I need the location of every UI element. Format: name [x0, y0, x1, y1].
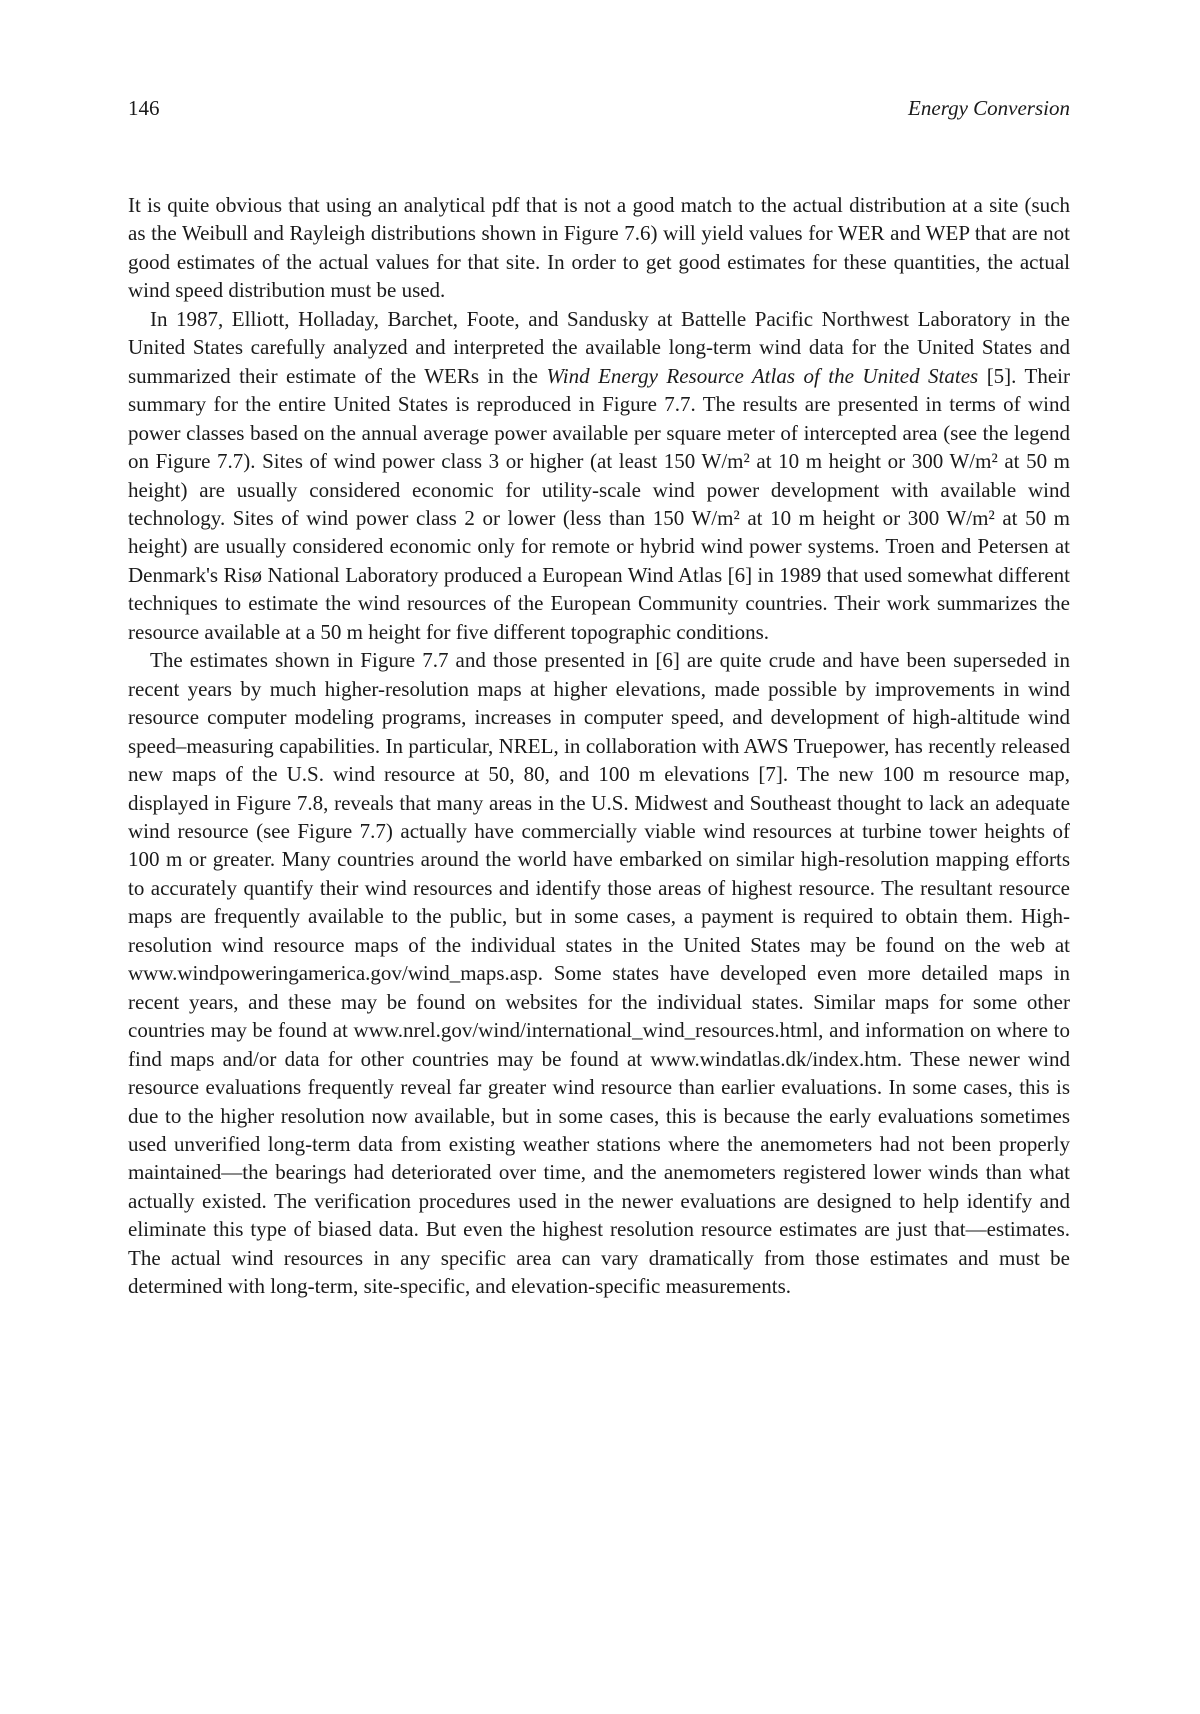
- page-number: 146: [128, 96, 160, 120]
- running-head: [128, 96, 1070, 126]
- paragraph-text-post: [5]. Their summary for the entire United States is reproduced in Figure 7.7. The results are presented in terms of wind power classes based on the annual average power available per square meter of intercepted area (see the legend on Figure 7.7). Sites of wind power class 3 or higher (at least 150 W/m² at 10 m height or 300 W/m² at 50 m height) are usually considered economic for utility-scale wind power development with available wind technology. Sites of wind power class 2 or lower (less than 150 W/m² at 10 m height or 300 W/m² at 50 m height) are usually considered economic only for remote or hybrid wind power systems. Troen and Petersen at Denmark's Risø National Laboratory produced a European Wind Atlas [6] in 1989 that used somewhat different techniques to estimate the wind resources of the European Community countries. Their work summarizes the resource available at a 50 m height for five different topographic conditions.: [128, 363, 1070, 644]
- running-title: Energy Conversion: [908, 96, 1070, 120]
- paragraph-wind-atlas-1987: [128, 305, 1070, 646]
- atlas-title-italic: Wind Energy Resource Atlas of the United States: [546, 363, 979, 388]
- paragraph-text-pre: In 1987, Elliott, Holladay, Barchet, Foote, and Sandusky at Battelle Pacific Northwest Laboratory in the United States carefully analyzed and interpreted the available long-term wind data for the United States and summarized their estimate of the WERs in the: [128, 306, 1070, 388]
- paragraph-weibull-pdf: It is quite obvious that using an analytical pdf that is not a good match to the actual distribution at a site (such as the Weibull and Rayleigh distributions shown in Figure 7.6) will yield values for WER and WEP that are not good estimates of the actual values for that site. In order to get good estimates for these quantities, the actual wind speed distribution must be used.: [128, 193, 1070, 303]
- body-text: [128, 191, 1070, 1301]
- paragraph-high-resolution-maps: The estimates shown in Figure 7.7 and those presented in [6] are quite crude and have been superseded in recent years by much higher-resolution maps at higher elevations, made possible by improvements in wind resource computer modeling programs, increases in computer speed, and development of high-altitude wind speed–measuring capabilities. In particular, NREL, in collaboration with AWS Truepower, has recently released new maps of the U.S. wind resource at 50, 80, and 100 m elevations [7]. The new 100 m resource map, displayed in Figure 7.8, reveals that many areas in the U.S. Midwest and Southeast thought to lack an adequate wind resource (see Figure 7.7) actually have commercially viable wind resources at turbine tower heights of 100 m or greater. Many countries around the world have embarked on similar high-resolution mapping efforts to accurately quantify their wind resources and identify those areas of highest resource. The resultant resource maps are frequently available to the public, but in some cases, a payment is required to obtain them. High-resolution wind resource maps of the individual states in the United States may be found on the web at www.windpoweringamerica.gov/wind_maps.asp. Some states have developed even more detailed maps in recent years, and these may be found on websites for the individual states. Similar maps for some other countries may be found at www.nrel.gov/wind/international_wind_resources.html, and information on where to find maps and/or data for other countries may be found at www.windatlas.dk/index.htm. These newer wind resource evaluations frequently reveal far greater wind resource than earlier evaluations. In some cases, this is due to the higher resolution now available, but in some cases, this is because the early evaluations sometimes used unverified long-term data from existing weather stations where the anemometers had not been properly maintained—the bearings had deteriorated over time, and the anemometers registered lower winds than what actually existed. The verification procedures used in the newer evaluations are designed to help identify and eliminate this type of biased data. But even the highest resolution resource estimates are just that—estimates. The actual wind resources in any specific area can vary dramatically from those estimates and must be determined with long-term, site-specific, and elevation-specific measurements.: [128, 648, 1070, 1299]
